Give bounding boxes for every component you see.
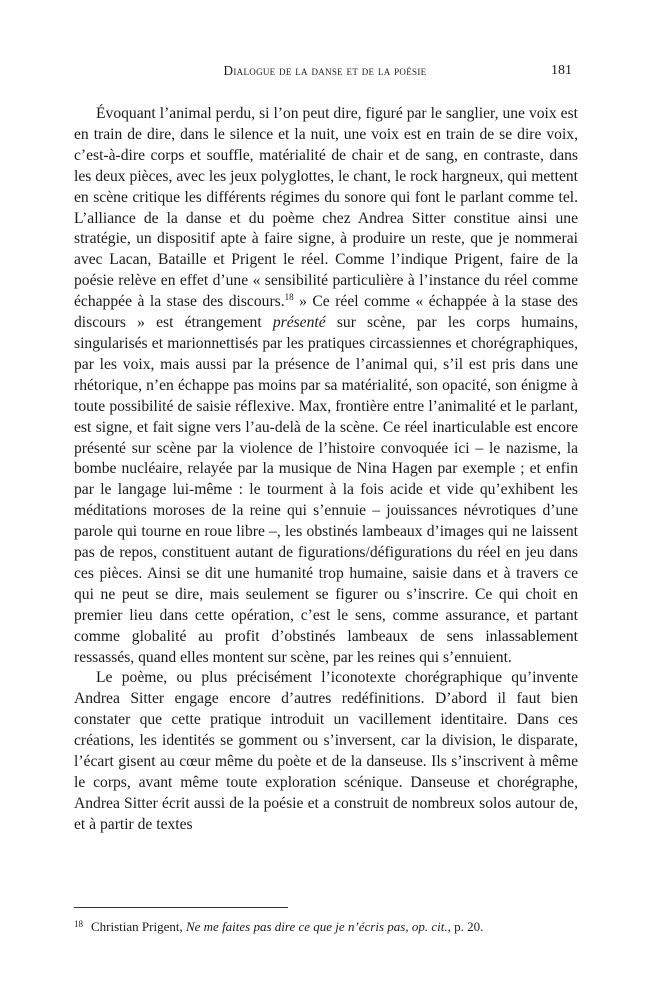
footnote-reference: 18 xyxy=(284,292,294,303)
body-text xyxy=(74,104,578,836)
footnote-author: Christian Prigent, xyxy=(91,919,186,934)
footnote-citation: op. cit. xyxy=(411,919,448,934)
page-number: 181 xyxy=(551,63,572,78)
footnote-number: 18 xyxy=(74,919,83,929)
footnote-pages: , p. 20. xyxy=(447,919,484,934)
footnote-separator: , xyxy=(405,919,412,934)
paragraph-1-part-3: sur scène, par les corps humains, singularisés et marionnettisés par les pratiques circassiennes et chorégraphiques, par les voix, mais aussi par la présence de l’animal qui, s’il est pris dans une rhétorique, n’en échappe pas moins par sa matérialité, son opacité, son énigme à toute possibilité de saisie réflexive. Max, frontière entre l’animalité et le parlant, est signe, et fait signe vers l’au-delà de la scène. Ce réel inarticulable est encore présenté sur scène par la violence de l’histoire convoquée ici – le nazisme, la bombe nucléaire, relayée par la musique de Nina Hagen par exemple ; et enfin par le langage lui-même : le tourment à la fois acide et vide qu’exhibent les méditations moroses de la reine qui s’ennuie – jouissances névrotiques d’une parole qui tourne en roue libre –, les obstinés lambeaux d’images qui ne laissent pas de repos, constituent autant de figurations/défigurations du réel en jeu dans ces pièces. Ainsi se dit une humanité trop humaine, saisie dans et à travers ce qui ne peut se dire, mais seulement se figurer ou s’inscrire. Ce qui choit en premier lieu dans cette opération, c’est le sens, comme assurance, et partant comme globalité au profit d’obstinés lambeaux de sens inlassablement ressassés, quand elles montent sur scène, par les reines qui s’ennuient. xyxy=(74,314,578,666)
footnote-work-title: Ne me faites pas dire ce que je n’écris pas xyxy=(185,919,406,934)
paragraph-1-part-2: » Ce réel comme « échappée à la stase des discours » est étrangement xyxy=(74,293,578,332)
footnote-divider xyxy=(74,907,288,908)
emphasized-word: présenté xyxy=(272,314,326,332)
paragraph-1 xyxy=(74,104,578,668)
paragraph-1-part-1: Évoquant l’animal perdu, si l’on peut dire, figuré par le sanglier, une voix est en train de dire, dans le silence et la nuit, une voix est en train de se dire voix, c’est-à-dire corps et souffle, matérialité de chair et de sang, en contraste, dans les deux pièces, avec les jeux polyglottes, le chant, le rock hargneux, qui mettent en scène critique les différents régimes du sonore qui font le parlant comme tel. L’alliance de la danse et du poème chez Andrea Sitter constitue ainsi une stratégie, un dispositif apte à faire signe, à produire un reste, que je nommerai avec Lacan, Bataille et Prigent le réel. Comme l’indique Prigent, faire de la poésie relève en effet d’une « sensibilité particulière à l’instance du réel comme échappée à la stase des discours. xyxy=(74,105,578,311)
footnote xyxy=(74,915,578,936)
paragraph-2: Le poème, ou plus précisément l’iconotexte chorégraphique qu’invente Andrea Sitter engage encore d’autres redéfinitions. D’abord il faut bien constater que cette pratique introduit un vacillement identitaire. Dans ces créations, les identités se gomment ou s’inversent, car la division, le disparate, l’écart gisent au cœur même du poète et de la danseuse. Ils s’inscrivent à même le corps, avant même toute exploration scénique. Danseuse et chorégraphe, Andrea Sitter écrit aussi de la poésie et a construit de nombreux solos autour de, et à partir de textes xyxy=(74,669,578,833)
running-head-title: Dialogue de la danse et de la poésie xyxy=(223,63,427,78)
running-head xyxy=(74,63,576,85)
